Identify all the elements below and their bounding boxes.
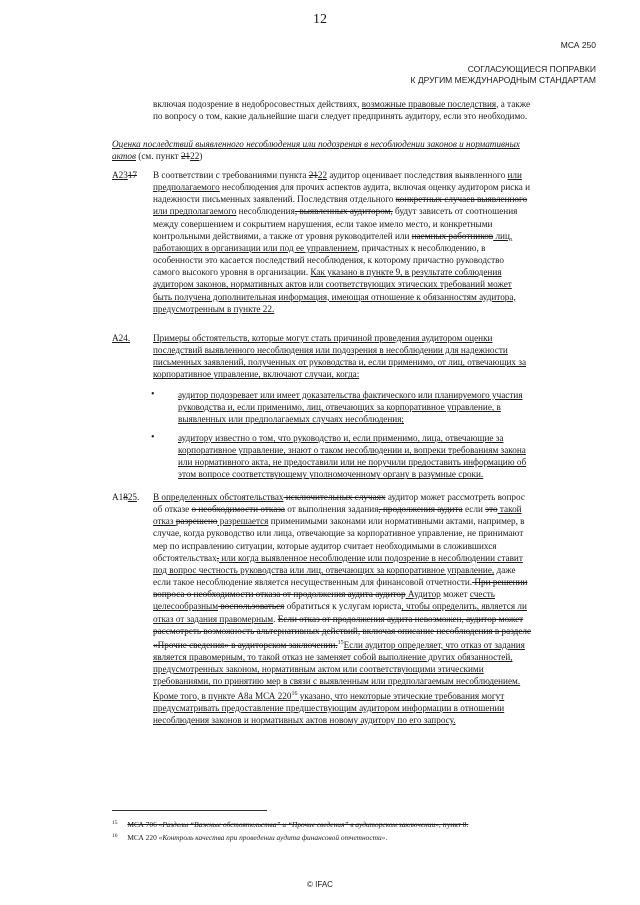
line [153, 205, 593, 217]
footnote-ref[interactable]: 15 [337, 639, 344, 646]
text: МСА 706 [127, 820, 159, 830]
text: может [440, 589, 470, 600]
line [153, 564, 593, 576]
line: предусматривать предоставление предшествующим аудитором информации в отношении [153, 702, 505, 713]
text: (см. пункт [136, 151, 181, 162]
deleted-text: , продолжения аудита [378, 504, 463, 515]
text: актов [112, 151, 136, 162]
inserted-text: 22 [317, 170, 328, 180]
text: включая подозрение в недобросовестных действиях, [153, 99, 362, 109]
inserted-text: такой [497, 504, 522, 515]
text: . [385, 833, 388, 843]
header-subtitle-line1: СОГЛАСУЮЩИЕСЯ ПОПРАВКИ [467, 64, 596, 74]
inserted-text: предполагаемого [153, 182, 220, 193]
text: указано, что некоторые этические требования могут [297, 690, 505, 701]
line: предусмотренным в пункте 22. [153, 303, 275, 314]
line: аудитору известно о том, что руководство и, если применимо, лица, отвечающие за [178, 433, 504, 443]
inserted-text: или предполагаемого [153, 206, 237, 217]
bullet-item-1 [178, 389, 593, 425]
text: , пункт 8. [438, 820, 469, 830]
text: применимыми законами или нормативными актами, например, в [268, 516, 525, 527]
line: между совершением и сокрытием нарушения, если такое имело место, и конкретными [153, 218, 493, 229]
line [153, 515, 593, 527]
inserted-text: 22 [190, 151, 200, 162]
line [153, 600, 593, 612]
line: особенности это касается последствий несоблюдения, к которому причастно руководство [153, 255, 504, 266]
footnote-15 [112, 818, 593, 830]
text: если такое несоблюдение является несущественным для финансовой отчетности. [153, 577, 473, 588]
inserted-text: Аудитор [405, 589, 441, 600]
header-subtitle-line2: К ДРУГИМ МЕЖДУНАРОДНЫМ СТАНДАРТАМ [410, 75, 596, 85]
line: аудитор подозревает или имеет доказательства фактического или планируемого участия [178, 390, 523, 400]
line: Примеры обстоятельств, которые могут стать причиной проведения аудитором оценки [153, 333, 493, 343]
line [153, 193, 593, 205]
deleted-text: , выявленных аудитором, [294, 206, 393, 217]
standard-code: МСА 250 [560, 40, 596, 50]
line [153, 491, 593, 503]
heading-line [112, 150, 593, 162]
inserted-text: целесообразным [153, 601, 219, 612]
paragraph-label-a24: A24. [112, 333, 131, 343]
text: аудитор может рассмотреть вопрос [385, 492, 525, 502]
text: несоблюдения для прочих аспектов аудита, включая оценку аудитором риска и [219, 182, 530, 193]
line: последствий выявленного несоблюдения или подозрения в несоблюдении для надежности [153, 345, 508, 356]
line [153, 503, 593, 515]
text: В соответствии с требованиями пункта [153, 170, 309, 180]
deleted-text: 8 [123, 492, 128, 502]
inserted-text: под вопрос честность руководства или лиц, отвечающих за корпоративное управление, [153, 564, 495, 575]
inserted-text: или когда выявленное несоблюдение или подозрение в несоблюдении ставит [219, 552, 523, 563]
text: ) [199, 151, 203, 162]
line [153, 576, 593, 588]
text: если [462, 504, 486, 515]
line: рассмотреть возможность альтернативных действий, включая описание несоблюдения в разделе [153, 625, 532, 636]
inserted-text: лиц, [493, 230, 513, 241]
line [153, 588, 593, 600]
page-number: 12 [313, 12, 327, 27]
footnote-text [127, 820, 468, 829]
inserted-text: счесть [469, 589, 495, 600]
line: мер по исправлению ситуации, которые аудитор считает необходимыми в сложившихся [153, 540, 497, 551]
line [153, 242, 593, 254]
deleted-text: это [485, 504, 498, 515]
text: несоблюдения [236, 206, 295, 217]
line [153, 637, 593, 651]
deleted-text: 21 [180, 151, 191, 162]
deleted-text: 21 [308, 170, 318, 180]
text: об отказе [153, 504, 192, 515]
footnote-ref[interactable]: 16 [291, 690, 298, 697]
inserted-text: возможные правовые последствия [361, 99, 497, 109]
deleted-text: «Прочие сведения» в аудиторском заключении. [153, 639, 338, 650]
line: требованиями, по принятию мер в связи с выявленным или предполагаемым несоблюдением. [153, 676, 521, 687]
text: контрольными действиями, а также от уровня руководителей или [153, 230, 412, 241]
footnote-text [127, 833, 387, 842]
intro-line: по вопросу о том, какие дальнейшие шаги следует предпринять аудитору, если это необходимо. [153, 111, 528, 122]
section-heading [112, 138, 593, 162]
text: , а также [496, 99, 531, 109]
inserted-text: или [507, 170, 522, 180]
line: аудитором законов, нормативных актов или соответствующих этических требований может [153, 279, 512, 290]
deleted-text: воспользоваться [218, 601, 285, 612]
inserted-text: A23 [112, 170, 128, 180]
footnote-number: 16 [112, 833, 118, 839]
bullet-item-2 [178, 432, 593, 481]
deleted-text: о необходимости отказа [191, 504, 285, 515]
paragraph-a24 [153, 332, 593, 381]
text: «Контроль качества при проведении аудита финансовой отчетности» [158, 833, 386, 843]
line [153, 169, 593, 181]
intro-line [153, 98, 593, 110]
line [153, 230, 593, 242]
line: является правомерным, то такой отказ не заменяет собой выполнение других обязанностей, [153, 652, 513, 663]
line: письменных заявлений, полученных от руководства и, если применимо, от лиц, отвечающих за [153, 357, 527, 368]
text: надежности письменных заявлений. Последствия отдельного [153, 194, 396, 205]
deleted-text: наемных работников [411, 230, 494, 241]
line: быть получена дополнительная информация, имеющая отношение к обязанностям аудитора, [153, 291, 516, 302]
deleted-text: исключительных случаях [283, 492, 386, 502]
bullet-icon: • [151, 389, 155, 400]
line: корпоративное управление, знают о таком несоблюдении и, вопреки требованиям закона [178, 445, 526, 456]
deleted-text: Если отказ от продолжения аудита невозможен, аудитор может [277, 613, 524, 624]
text: Кроме того, в пункте A8a МСА 220 [153, 690, 292, 701]
text: будут зависеть от соотношения [392, 206, 518, 217]
heading-line: Оценка последствий выявленного несоблюдения или подозрения в несоблюдении законов и нормативных [112, 139, 520, 149]
deleted-text: , [216, 552, 220, 563]
copyright-footer: © IFAC [307, 880, 333, 889]
line: несоблюдения законов и нормативных актов новому аудитору по его запросу. [153, 714, 456, 725]
bullet-icon: • [151, 432, 155, 443]
deleted-text: разрешено [175, 516, 218, 527]
paragraph-a25 [153, 491, 593, 726]
line: случае, когда руководство или лица, отвечающие за корпоративное управление, не принимают [153, 528, 524, 539]
deleted-text: вопроса о необходимости отказа от продолжения аудита аудитор [153, 589, 406, 600]
inserted-text: В определенных обстоятельствах [153, 492, 284, 502]
inserted-text: разрешается [217, 516, 269, 527]
inserted-text: отказ от задания правомерным [153, 613, 274, 624]
paragraph-label-a25 [112, 491, 139, 503]
line [153, 552, 593, 564]
line: выявленных или предполагаемых случаях несоблюдения; [178, 414, 404, 425]
deleted-text: При решении [472, 577, 528, 588]
line: этом вопросе соответствующему уполномоченному органу в разумные сроки. [178, 469, 484, 480]
inserted-text: отказ [153, 516, 176, 527]
text: . [137, 492, 140, 502]
intro-paragraph [153, 98, 593, 122]
footnote-number: 15 [112, 820, 118, 826]
header-subtitle [411, 64, 596, 86]
text: «Разделы “Важные обстоятельства” и “Прочие сведения” в аудиторском заключении» [158, 820, 439, 830]
inserted-text: Если аудитор определяет, что отказ от задания [343, 639, 525, 650]
text: аудитор оценивает последствия выявленного [327, 170, 508, 180]
footnote-divider [112, 810, 267, 811]
text: A1 [112, 492, 124, 502]
text: . [273, 613, 278, 624]
text: от выполнения задания [284, 504, 379, 515]
line: предусмотренных законом, нормативным актом или соответствующими этическими [153, 664, 484, 675]
line: корпоративное управление, включают случаи, когда: [153, 369, 360, 380]
deleted-text: 17 [127, 170, 138, 180]
paragraph-label-a23 [112, 169, 137, 181]
text: , причастных к несоблюдению, в [357, 242, 486, 253]
inserted-text: , чтобы определить, является ли [401, 601, 527, 612]
deleted-text: конкретных случаев выявленного [395, 194, 528, 205]
text: обратиться к услугам юриста [284, 601, 402, 612]
line [153, 613, 593, 625]
paragraph-a23 [153, 169, 593, 315]
text: даже [494, 564, 516, 575]
text: МСА 220 [127, 833, 159, 843]
line [153, 688, 593, 702]
inserted-text: 25 [127, 492, 138, 502]
line: или нормативного акта, не предоставили или не поручили предоставить информацию об [178, 457, 527, 468]
inserted-text: работающих в организации или под ее управлением [153, 242, 358, 253]
inserted-text: Как указано в пункте 9, в результате соблюдения [310, 267, 502, 278]
line [153, 266, 593, 278]
line [153, 181, 593, 193]
text: обстоятельствах [153, 552, 217, 563]
footnote-16 [112, 831, 593, 843]
line: руководства и, если применимо, лиц, отвечающих за корпоративное управление, в [178, 402, 501, 413]
text: самого высокого уровня в организации. [153, 267, 311, 278]
